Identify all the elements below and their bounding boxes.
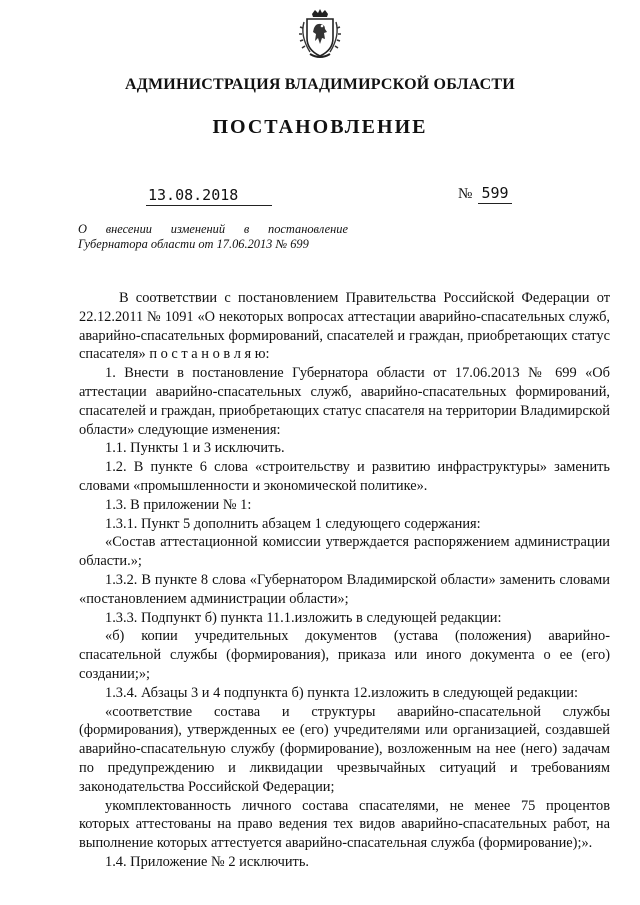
document-subject — [78, 222, 348, 252]
paragraph-quote: «Состав аттестационной комиссии утверждается распоряжением администрации области.»; — [79, 534, 610, 570]
subject-line: Губернатора области от 17.06.2013 № 699 — [78, 237, 309, 251]
paragraph-item-1-1: 1.1. Пункты 1 и 3 исключить. — [105, 440, 285, 457]
paragraph-item-1-4: 1.4. Приложение № 2 исключить. — [105, 853, 309, 870]
document-type: ПОСТАНОВЛЕНИЕ — [212, 116, 428, 138]
organization-name: АДМИНИСТРАЦИЯ ВЛАДИМИРСКОЙ ОБЛАСТИ — [125, 76, 515, 93]
paragraph-item-1-2: 1.2. В пункте 6 слова «строительству и развитию инфраструктуры» заменить словами «промышленности и экономической политике». — [79, 459, 610, 494]
paragraph-item-1-3-2: 1.3.2. В пункте 8 слова «Губернатором Владимирской области» заменить словами «постановлением администрации области»; — [79, 571, 610, 607]
document-number: 599 — [478, 184, 512, 204]
paragraph-quote: «б) копии учредительных документов (устава (положения) аварийно-спасательной службы (формирования), приказа или иного документа о ее (его) создании;»; — [79, 628, 610, 682]
document-date: 13.08.2018 — [146, 186, 272, 206]
paragraph-item-1-3-3: 1.3.3. Подпункт б) пункта 11.1.изложить в следующей редакции: — [105, 609, 502, 626]
paragraph-item-1: 1. Внести в постановление Губернатора области от 17.06.2013 № 699 «Об аттестации аварийно-спасательных служб, аварийно-спасательных формирований, спасателей и граждан, приобретающих статус спасателя на территории Владимирской области» следующие изменения: — [79, 365, 610, 438]
number-label: № — [458, 186, 473, 202]
subject-line: О внесении изменений в постановление — [78, 222, 348, 236]
paragraph-item-1-3-1: 1.3.1. Пункт 5 дополнить абзацем 1 следующего содержания: — [105, 515, 481, 532]
paragraph-quote: укомплектованность личного состава спасателями, не менее 75 процентов которых аттестованы на право ведения тех видов аварийно-спасательных работ, на выполнение которых аттестуется аварийно-спасательная служба (формирование);». — [79, 797, 610, 852]
coat-of-arms-icon — [298, 8, 342, 60]
paragraph-item-1-3: 1.3. В приложении № 1: — [105, 496, 252, 513]
document-body — [79, 289, 610, 872]
paragraph-quote: «соответствие состава и структуры аварийно-спасательной службы (формирования), утвержденных ее (его) учредителями или организацией, создавшей аварийно-спасательную службу (формирование), возложенным на нее (него) задачам по предупреждению и ликвидации чрезвычайных ситуаций и требованиям законодательства Российской Федерации; — [79, 703, 610, 795]
paragraph-preamble: В соответствии с постановлением Правительства Российской Федерации от 22.12.2011 № 1091 «О некоторых вопросах аттестации аварийно-спасательных служб, аварийно-спасательных формирований, спасателей и граждан, приобретающих статус спасателя» п о с т а н о в л я ю: — [79, 290, 610, 363]
paragraph-item-1-3-4: 1.3.4. Абзацы 3 и 4 подпункта б) пункта 12.изложить в следующей редакции: — [105, 684, 578, 701]
